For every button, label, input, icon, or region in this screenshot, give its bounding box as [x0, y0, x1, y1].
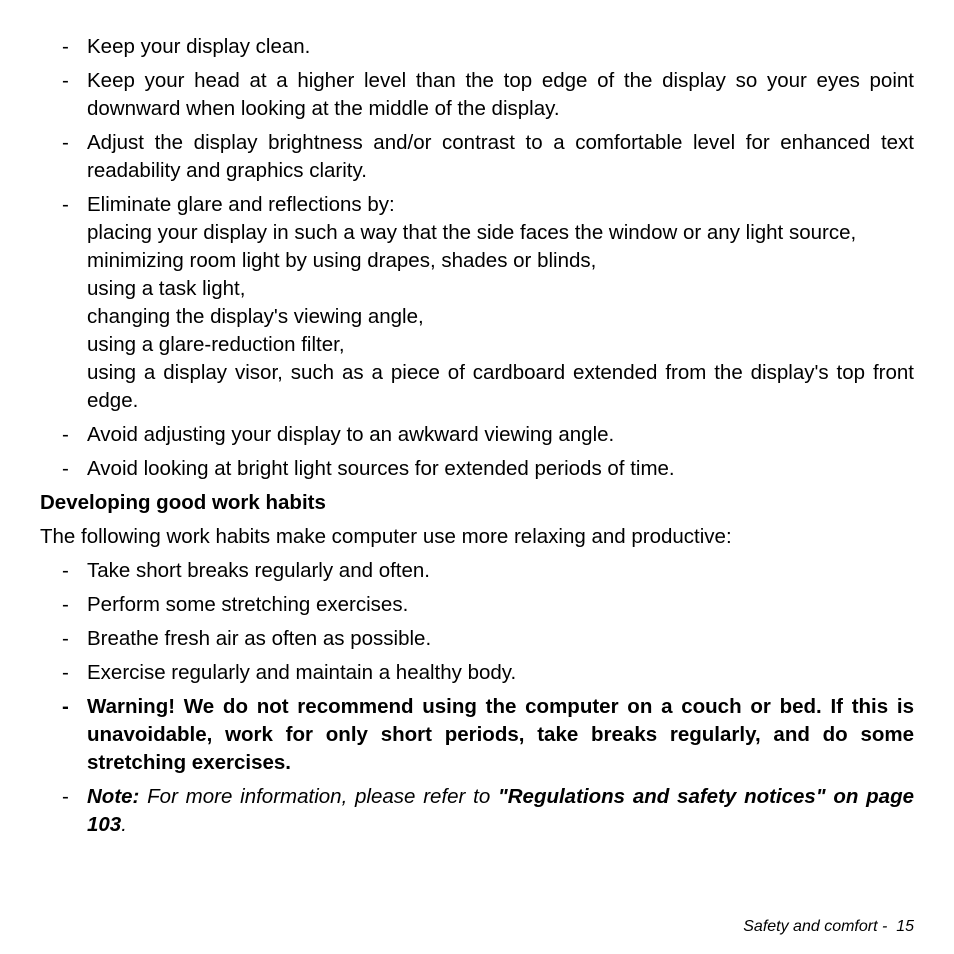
list-item-text: Keep your display clean.: [87, 35, 311, 58]
glare-method: changing the display's viewing angle,: [87, 305, 424, 328]
note-label: Note:: [87, 785, 140, 808]
list-item: [62, 625, 914, 653]
bullet-dash: -: [62, 695, 69, 718]
warning-item: [62, 693, 914, 777]
list-item: [62, 557, 914, 585]
note-reference-link[interactable]: "Regulations and safety notices" on page 103: [87, 785, 914, 836]
section-heading: Developing good work habits: [40, 491, 326, 514]
list-item-text: Avoid adjusting your display to an awkward viewing angle.: [87, 423, 615, 446]
list-item: [62, 421, 914, 449]
list-item: [62, 455, 914, 483]
bullet-dash: -: [62, 661, 69, 684]
bullet-dash: -: [62, 593, 69, 616]
note-text: For more information, please refer to: [139, 785, 499, 808]
glare-method: using a display visor, such as a piece of cardboard extended from the display's top front edge.: [87, 361, 914, 412]
display-tips-list: [62, 33, 914, 489]
list-item-text: Take short breaks regularly and often.: [87, 559, 430, 582]
bullet-dash: -: [62, 627, 69, 650]
glare-intro: Eliminate glare and reflections by:: [87, 193, 395, 216]
glare-method: minimizing room light by using drapes, shades or blinds,: [87, 249, 597, 272]
list-item-text: Adjust the display brightness and/or contrast to a comfortable level for enhanced text readability and graphics clarity.: [87, 131, 914, 182]
note-end: .: [121, 813, 127, 836]
list-item-text: Breathe fresh air as often as possible.: [87, 627, 432, 650]
bullet-dash: -: [62, 131, 69, 154]
section-intro: The following work habits make computer use more relaxing and productive:: [40, 525, 732, 548]
list-item: [62, 33, 914, 61]
note-item: [62, 783, 914, 839]
list-item-text: Exercise regularly and maintain a healthy body.: [87, 661, 517, 684]
page-footer: [743, 916, 914, 938]
list-item: [62, 129, 914, 185]
bullet-dash: -: [62, 35, 69, 58]
page-number: 15: [896, 918, 914, 935]
bullet-dash: -: [62, 423, 69, 446]
list-item-text: Avoid looking at bright light sources for extended periods of time.: [87, 457, 675, 480]
list-item-text: Perform some stretching exercises.: [87, 593, 409, 616]
bullet-dash: -: [62, 785, 69, 808]
bullet-dash: -: [62, 193, 69, 216]
glare-method: using a task light,: [87, 277, 246, 300]
list-item: [62, 591, 914, 619]
list-item: [62, 67, 914, 123]
glare-list-item: [62, 191, 914, 415]
bullet-dash: -: [62, 559, 69, 582]
work-habits-list: [62, 557, 914, 845]
bullet-dash: -: [62, 69, 69, 92]
footer-section-title: Safety and comfort -: [743, 918, 888, 935]
warning-text: Warning! We do not recommend using the computer on a couch or bed. If this is unavoidable, work for only short periods, take breaks regularly, and do some stretching exercises.: [87, 695, 914, 774]
list-item: [62, 659, 914, 687]
glare-method: using a glare-reduction filter,: [87, 333, 345, 356]
glare-method: placing your display in such a way that the side faces the window or any light source,: [87, 221, 857, 244]
bullet-dash: -: [62, 457, 69, 480]
list-item-text: Keep your head at a higher level than the top edge of the display so your eyes point downward when looking at the middle of the display.: [87, 69, 914, 120]
